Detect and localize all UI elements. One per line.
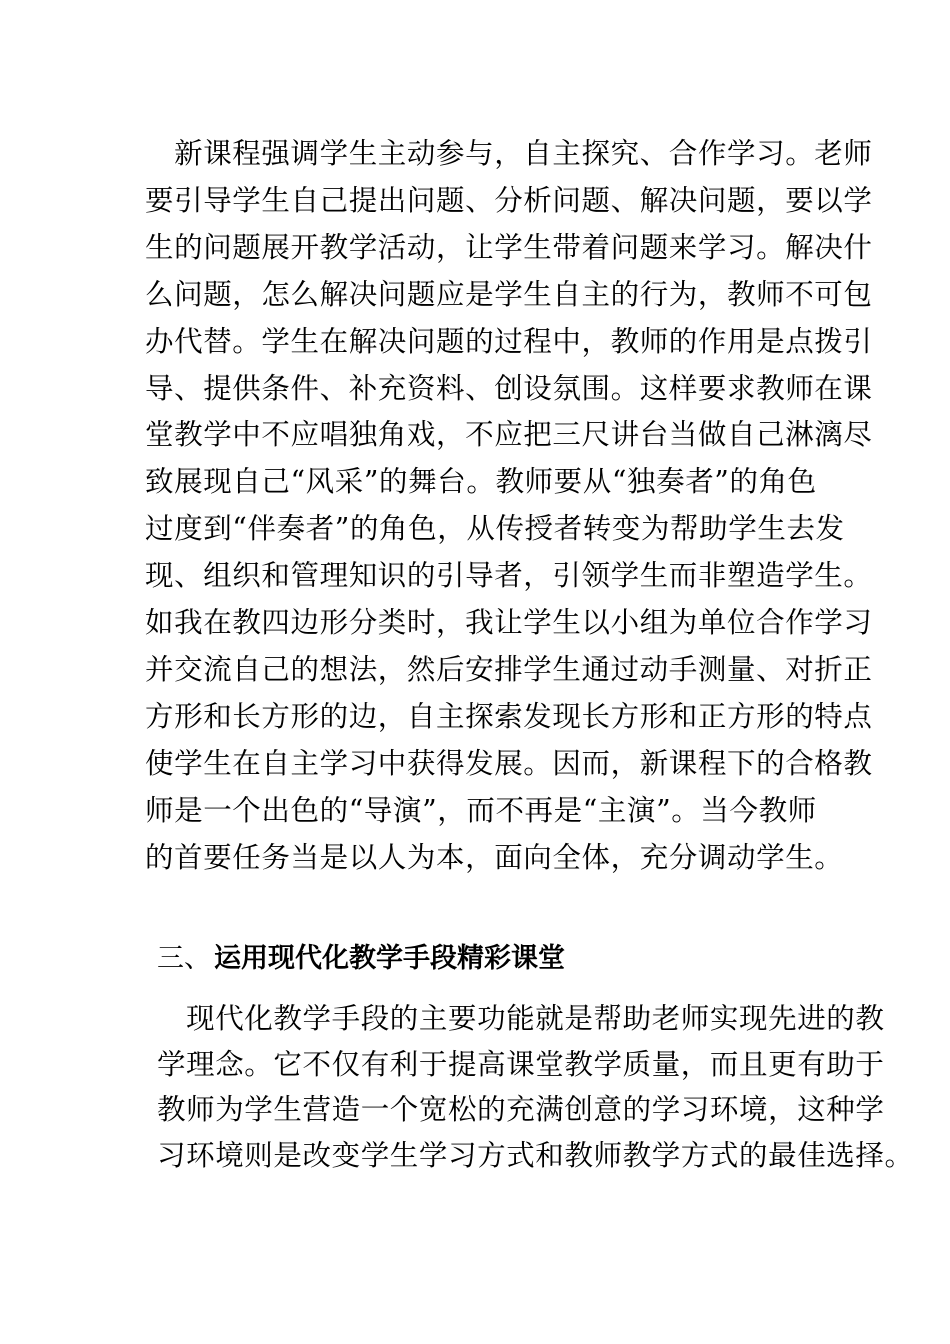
paragraph-line: 生的问题展开教学活动，让学生带着问题来学习。解决什 [145, 230, 873, 264]
paragraph-line: 使学生在自主学习中获得发展。因而，新课程下的合格教 [145, 746, 873, 780]
body-paragraph [145, 131, 873, 882]
paragraph-line: 办代替。学生在解决问题的过程中，教师的作用是点拨引 [145, 324, 873, 358]
paragraph-line: 现、组织和管理知识的引导者，引领学生而非塑造学生。 [145, 559, 873, 593]
paragraph-line: 并交流自己的想法，然后安排学生通过动手测量、对折正 [145, 652, 873, 686]
section-title: 运用现代化教学手段精彩课堂 [214, 943, 565, 974]
paragraph-line: 么问题，怎么解决问题应是学生自主的行为，教师不可包 [145, 277, 873, 311]
paragraph-line: 现代化教学手段的主要功能就是帮助老师实现先进的教 [157, 1002, 885, 1035]
paragraph-line: 的首要任务当是以人为本，面向全体，充分调动学生。 [145, 840, 844, 874]
paragraph-line: 堂教学中不应唱独角戏，不应把三尺讲台当做自己淋漓尽 [145, 418, 873, 452]
body-paragraph [157, 996, 914, 1178]
section-number: 三、 [157, 943, 211, 974]
paragraph-line: 新课程强调学生主动参与，自主探究、合作学习。老师 [145, 137, 873, 170]
paragraph-line: 学理念。它不仅有利于提高课堂教学质量，而且更有助于 [157, 1047, 885, 1081]
paragraph-line: 习环境则是改变学生学习方式和教师教学方式的最佳选择。 [157, 1138, 914, 1172]
paragraph-line: 致展现自己“风采”的舞台。教师要从“独奏者”的角色 [145, 465, 817, 499]
paragraph-line: 导、提供条件、补充资料、创设氛围。这样要求教师在课 [145, 371, 873, 405]
paragraph-line: 师是一个出色的“导演”，而不再是“主演”。当今教师 [145, 793, 817, 827]
paragraph-line: 如我在教四边形分类时，我让学生以小组为单位合作学习 [145, 606, 873, 640]
paragraph-line: 方形和长方形的边，自主探索发现长方形和正方形的特点 [145, 699, 873, 733]
paragraph-line: 教师为学生营造一个宽松的充满创意的学习环境，这种学 [157, 1093, 885, 1126]
paragraph-line: 要引导学生自己提出问题、分析问题、解决问题，要以学 [145, 183, 873, 217]
paragraph-line: 过度到“伴奏者”的角色，从传授者转变为帮助学生去发 [145, 512, 845, 546]
section-heading [157, 942, 565, 976]
